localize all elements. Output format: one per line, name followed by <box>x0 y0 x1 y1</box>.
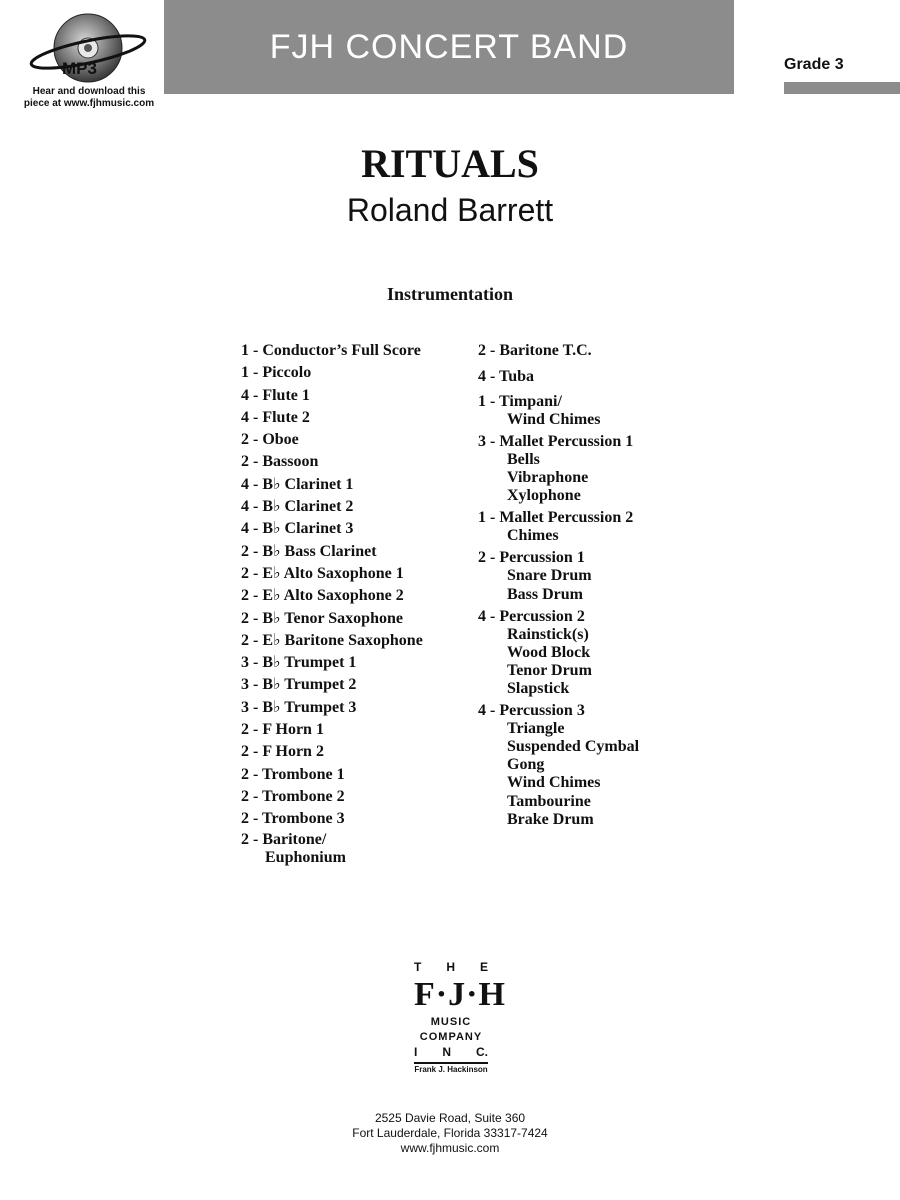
instrument-list-left <box>241 340 423 867</box>
instrument-sub-item: Slapstick <box>507 680 570 697</box>
address-web: www.fjhmusic.com <box>400 1141 500 1155</box>
instrument-sub-item: Rainstick(s) <box>507 625 589 643</box>
instrument-sub-item: Brake Drum <box>507 810 594 828</box>
instrument-item: 2 - B♭ Tenor Saxophone <box>241 609 403 627</box>
instrument-item: 4 - Tuba <box>478 368 535 386</box>
instrument-group <box>478 702 639 829</box>
instrument-item: 3 - Mallet Percussion 1 <box>478 432 634 450</box>
mp3-disc-icon <box>28 8 148 86</box>
instrument-item: 3 - B♭ Trumpet 1 <box>241 654 357 672</box>
instrument-item: 4 - Percussion 3 <box>478 702 585 720</box>
instrument-sub-item: Bass Drum <box>507 585 584 603</box>
instrument-item: 2 - F Horn 1 <box>241 721 324 739</box>
instrument-item: 1 - Conductor’s Full Score <box>241 342 421 359</box>
instrument-item: 2 - Baritone/ <box>241 830 327 848</box>
grade-bar <box>784 82 900 94</box>
instrument-group <box>478 433 639 505</box>
instrument-sub-item: Wind Chimes <box>507 410 601 428</box>
composer-name: Roland Barrett <box>346 192 554 228</box>
logo-inc: I N C. <box>414 1045 488 1059</box>
grade-label: Grade 3 <box>784 56 844 73</box>
publisher-address <box>0 1111 900 1156</box>
instrument-sub-item: Xylophone <box>507 487 581 505</box>
piece-title: RITUALS <box>361 141 539 186</box>
instrument-item: 1 - Piccolo <box>241 364 312 382</box>
instrument-sub-item: Gong <box>507 756 545 774</box>
instrument-sub-item: Tambourine <box>507 792 591 810</box>
instrument-item: 4 - Percussion 2 <box>478 607 585 625</box>
instrument-sub-item: Wood Block <box>507 643 591 661</box>
logo-music: MUSIC <box>430 1016 472 1028</box>
logo-fjh: F·J·H <box>414 976 506 1013</box>
instrument-sub-item: Suspended Cymbal <box>507 738 640 756</box>
instrument-item: 4 - Flute 1 <box>241 386 310 404</box>
instrument-sub-item: Bells <box>507 450 540 468</box>
mp3-caption: Hear and download this piece at www.fjhmusic.com <box>23 86 155 109</box>
instrument-group <box>478 509 639 545</box>
instrument-sub-item: Tenor Drum <box>507 661 592 679</box>
instrument-item: 4 - B♭ Clarinet 2 <box>241 498 354 516</box>
instrument-list-right <box>478 340 639 833</box>
instrument-item: 2 - E♭ Alto Saxophone 1 <box>241 564 404 582</box>
instrument-item: 1 - Timpani/ <box>478 392 562 410</box>
instrument-item: 3 - B♭ Trumpet 2 <box>241 676 357 694</box>
instrument-group <box>478 393 639 429</box>
instrument-item: 4 - Flute 2 <box>241 408 310 426</box>
mp3-label: MP3 <box>62 59 97 78</box>
instrument-group <box>478 340 639 362</box>
series-banner: FJH CONCERT BAND <box>164 0 734 94</box>
instrument-sub-item: Chimes <box>507 527 559 545</box>
instrumentation-heading: Instrumentation <box>386 284 513 304</box>
instrument-item: 2 - Percussion 1 <box>478 549 585 567</box>
instrument-item: 2 - Baritone T.C. <box>478 342 592 359</box>
instrument-item: 2 - Trombone 3 <box>241 810 345 828</box>
logo-founder: Frank J. Hackinson <box>414 1065 488 1074</box>
instrument-item: 1 - Mallet Percussion 2 <box>478 509 634 527</box>
instrument-item: 2 - E♭ Baritone Saxophone <box>241 631 423 649</box>
instrument-group <box>478 608 639 698</box>
instrument-item: 2 - Oboe <box>241 431 299 449</box>
instrument-item: 2 - F Horn 2 <box>241 743 324 761</box>
fjh-publisher-logo <box>414 960 506 1076</box>
instrument-sub-item: Snare Drum <box>507 567 592 585</box>
address-city: Fort Lauderdale, Florida 33317-7424 <box>352 1126 548 1140</box>
instrument-group <box>478 366 639 388</box>
logo-company: COMPANY <box>419 1031 483 1043</box>
instrument-item: 4 - B♭ Clarinet 1 <box>241 475 354 493</box>
instrument-group <box>478 549 639 603</box>
instrument-sub-item: Triangle <box>507 720 565 738</box>
instrument-sub-item: Vibraphone <box>507 468 589 486</box>
address-street: 2525 Davie Road, Suite 360 <box>374 1111 526 1125</box>
instrument-sub-item: Wind Chimes <box>507 774 601 792</box>
instrument-item: 3 - B♭ Trumpet 3 <box>241 698 357 716</box>
instrument-item: 2 - B♭ Bass Clarinet <box>241 542 377 560</box>
instrument-item: 4 - B♭ Clarinet 3 <box>241 520 354 538</box>
instrument-item: 2 - Bassoon <box>241 453 319 471</box>
instrument-item: 2 - E♭ Alto Saxophone 2 <box>241 587 404 605</box>
logo-the: T H E <box>414 960 488 974</box>
instrument-item-continued: Euphonium <box>265 848 346 866</box>
instrument-item: 2 - Trombone 1 <box>241 765 345 783</box>
instrument-item: 2 - Trombone 2 <box>241 787 345 805</box>
